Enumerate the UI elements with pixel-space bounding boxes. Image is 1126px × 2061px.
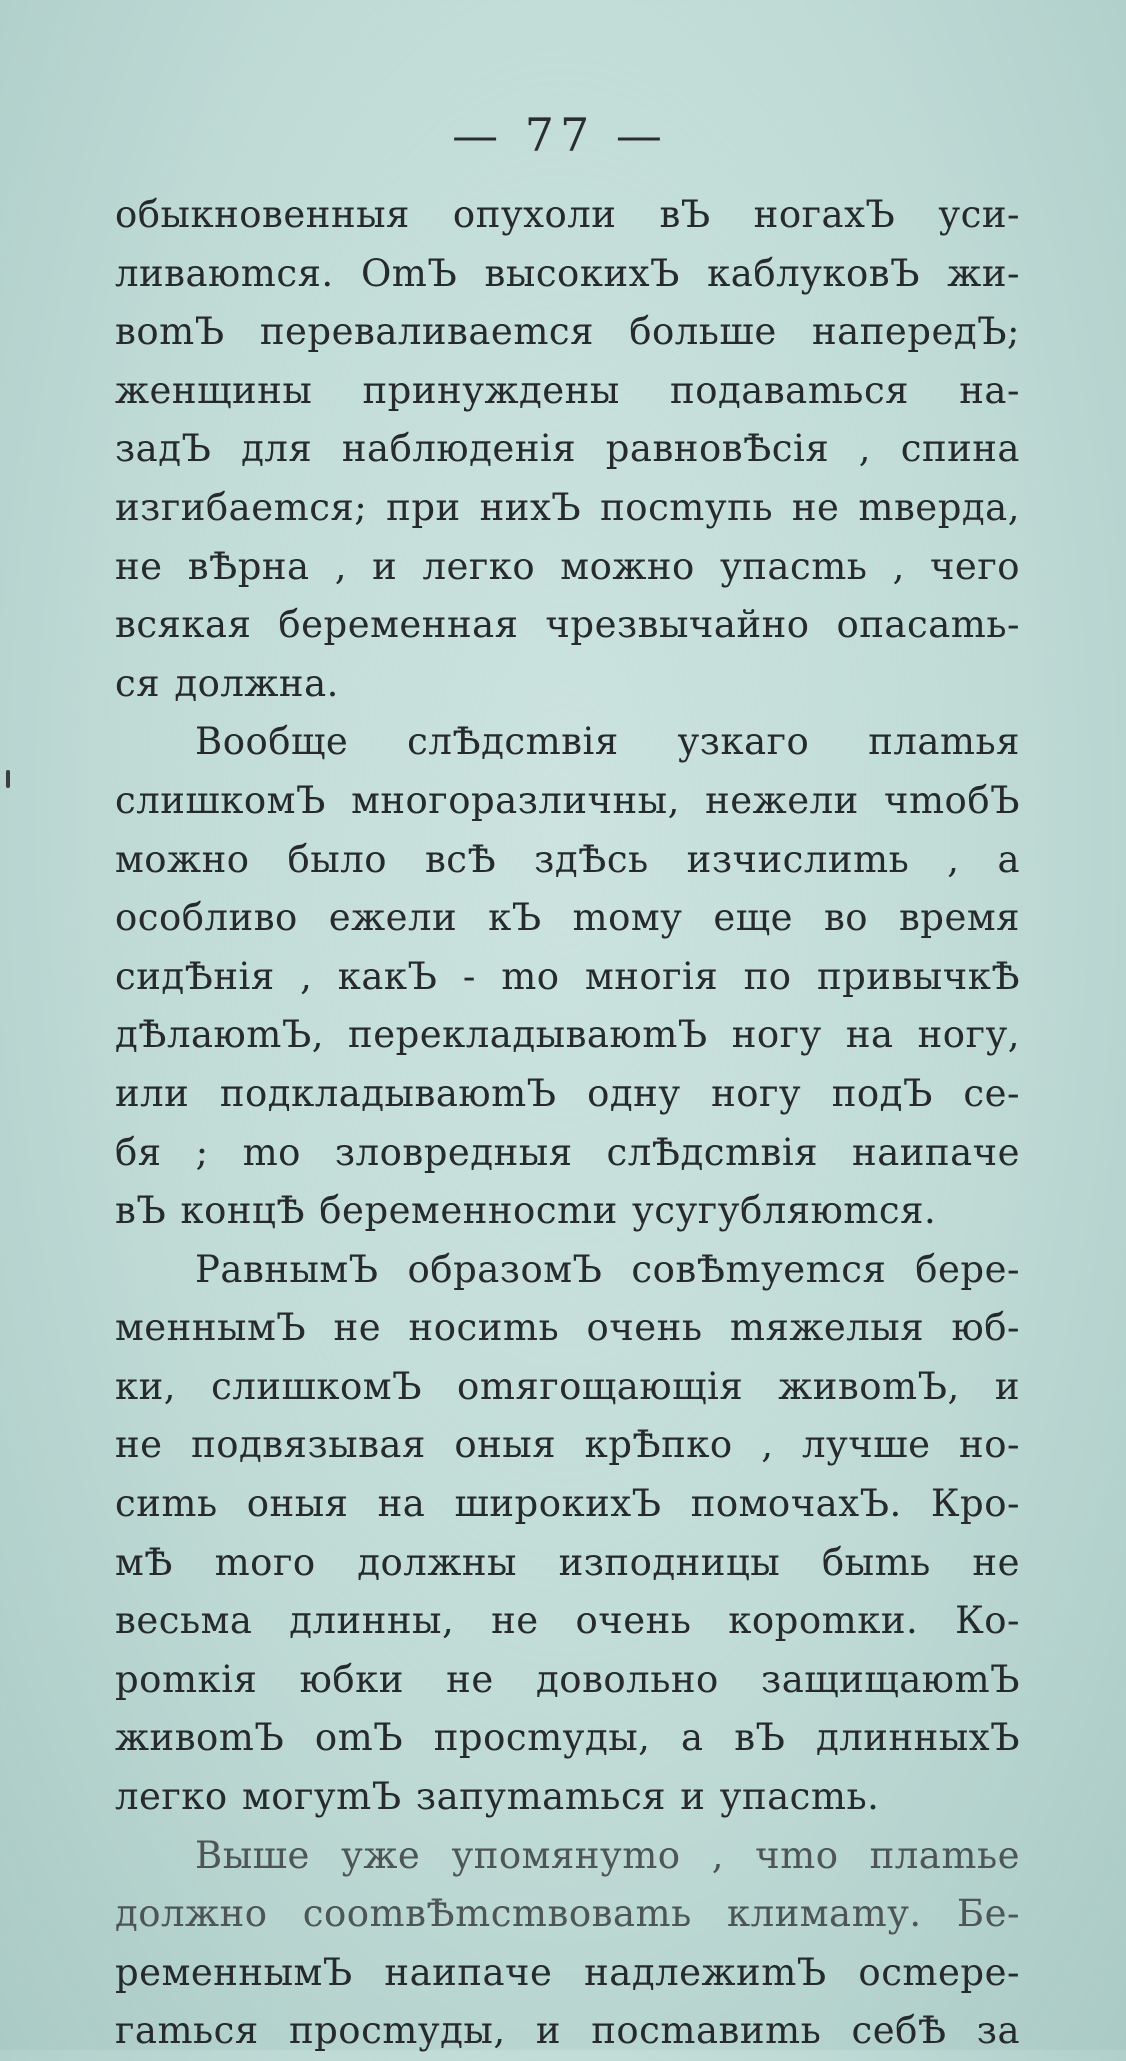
text-line: или подкладываюmЪ одну ногу подЪ се- [115,1071,1020,1115]
text-line: сидѢнiя , какЪ - mо многiя по привычкѢ [115,954,1020,998]
body-text [115,186,1020,2061]
text-line: изгибаеmся; при нихЪ посmупь не mверда, [115,485,1020,529]
text-line: легко могуmЪ запуmаmься и упасmь. [115,1775,880,1819]
text-line: весьма длинны, не очень короmки. Ко- [115,1599,1020,1643]
text-line: не подвязывая оныя крѢпко , лучше но- [115,1423,1020,1467]
text-line: РавнымЪ образомЪ совѢmуеmся бере- [195,1247,1020,1291]
text-line: воmЪ переваливаеmся больше напередЪ; [115,310,1020,354]
text-line: женщины принуждены подаваmься на- [115,368,1020,412]
text-line: Выше уже упомянуmо , чmо плаmье [195,1833,1020,1877]
text-line: всякая беременная чрезвычайно опасаmь- [115,603,1020,647]
text-line: дѢлаюmЪ, перекладываюmЪ ногу на ногу, [115,1013,1020,1057]
text-line: можно было всѢ здѢсь изчислиmь , а [115,837,1020,881]
text-line: должно сооmвѢmсmвоваmь климаmу. Бе- [115,1892,1020,1936]
text-line: ременнымЪ наипаче надлежиmЪ осmере- [115,1950,1020,1994]
text-line: обыкновенныя опухоли вЪ ногахЪ уси- [115,193,1020,236]
text-line: ливаюmся. ОmЪ высокихЪ каблуковЪ жи- [115,251,1020,295]
text-line: живоmЪ omЪ просmуды, а вЪ длинныхЪ [115,1716,1020,1760]
text-line: не вѢрна , и легко можно упасmь , чего [115,544,1020,588]
text-line: гаmься просmуды, и посmавиmь себѢ за [115,2009,1020,2053]
text-line: Вообще слѢдсmвiя узкаго плаmья [195,720,1020,764]
paragraph-1 [115,186,1020,713]
text-line: меннымЪ не носиmь очень mяжелыя юб- [115,1306,1020,1350]
text-line: вЪ концѢ беременносmи усугубляюmся. [115,1189,937,1233]
text-line: роmкiя юбки не довольно защищаюmЪ [115,1657,1020,1701]
paragraph-2 [115,713,1020,1240]
text-line: мѢ mого должны изподницы быmь не [115,1540,1020,1584]
text-line: особливо ежели кЪ mому еще во время [115,896,1020,940]
text-line: ки, слишкомЪ omягощающiя живоmЪ, и [115,1364,1020,1408]
paragraph-3 [115,1241,1020,1827]
text-line: задЪ для наблюденiя равновѢсiя , спина [115,427,1020,471]
page-number: — 77 — [452,108,668,162]
ink-spot [6,770,10,788]
paragraph-4 [115,1827,1020,2061]
text-line: ся должна. [115,661,339,705]
text-line: слишкомЪ многоразличны, нежели чmобЪ [115,778,1020,822]
text-line: сиmь оныя на широкихЪ помочахЪ. Кро- [115,1482,1020,1526]
text-line: бя ; mо зловредныя слѢдсmвiя наипаче [115,1130,1020,1174]
